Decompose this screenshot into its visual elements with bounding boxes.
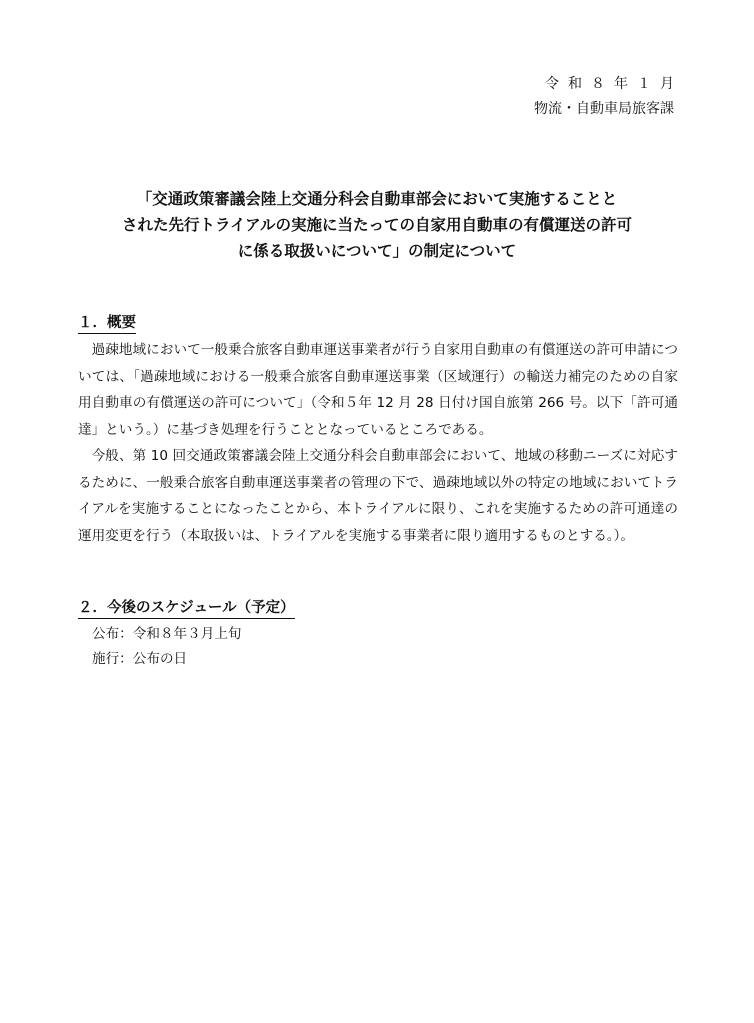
title-line-2: された先行トライアルの実施に当たっての自家用自動車の有償運送の許可: [122, 216, 632, 234]
overview-paragraph-2: 今般、第 10 回交通政策審議会陸上交通分科会自動車部会において、地域の移動ニーズに対応するために、一般乗合旅客自動車運送事業者の管理の下で、過疎地域以外の特定の地域においてトライアルを実施することになったことから、本トライアルに限り、これを実施するための許可通達の運用変更を行う（本取扱いは、トライアルを実施する事業者に限り適用するものとする。）。: [78, 448, 678, 544]
section-overview: [78, 312, 678, 549]
issuing-department: 物流・自動車局旅客課: [534, 101, 674, 117]
title-line-1: 「交通政策審議会陸上交通分科会自動車部会において実施することと: [136, 190, 618, 208]
schedule-item-enforcement: 施行：公布の日: [92, 651, 188, 667]
overview-paragraph-1: 過疎地域において一般乗合旅客自動車運送事業者が行う自家用自動車の有償運送の許可申請については、「過疎地域における一般乗合旅客自動車運送事業（区域運行）の輸送力補完のための自家用自動車の有償運送の許可について」（令和５年 12 月 28 日付け国自旅第 266 号。以下「許可通達」という。）に基づき処理を行うこととなっているところである。: [78, 342, 678, 438]
title-line-3: に係る取扱いについて」の制定について: [237, 242, 517, 260]
issue-date: 令和８年１月: [545, 76, 683, 92]
section-schedule: [78, 597, 678, 672]
document-header: [534, 72, 683, 122]
section-heading-overview: １．概要: [78, 313, 136, 334]
section-heading-schedule: ２．今後のスケジュール（予定）: [78, 598, 295, 619]
document-title: [60, 186, 694, 264]
schedule-item-promulgation: 公布：令和８年３月上旬: [92, 626, 242, 642]
